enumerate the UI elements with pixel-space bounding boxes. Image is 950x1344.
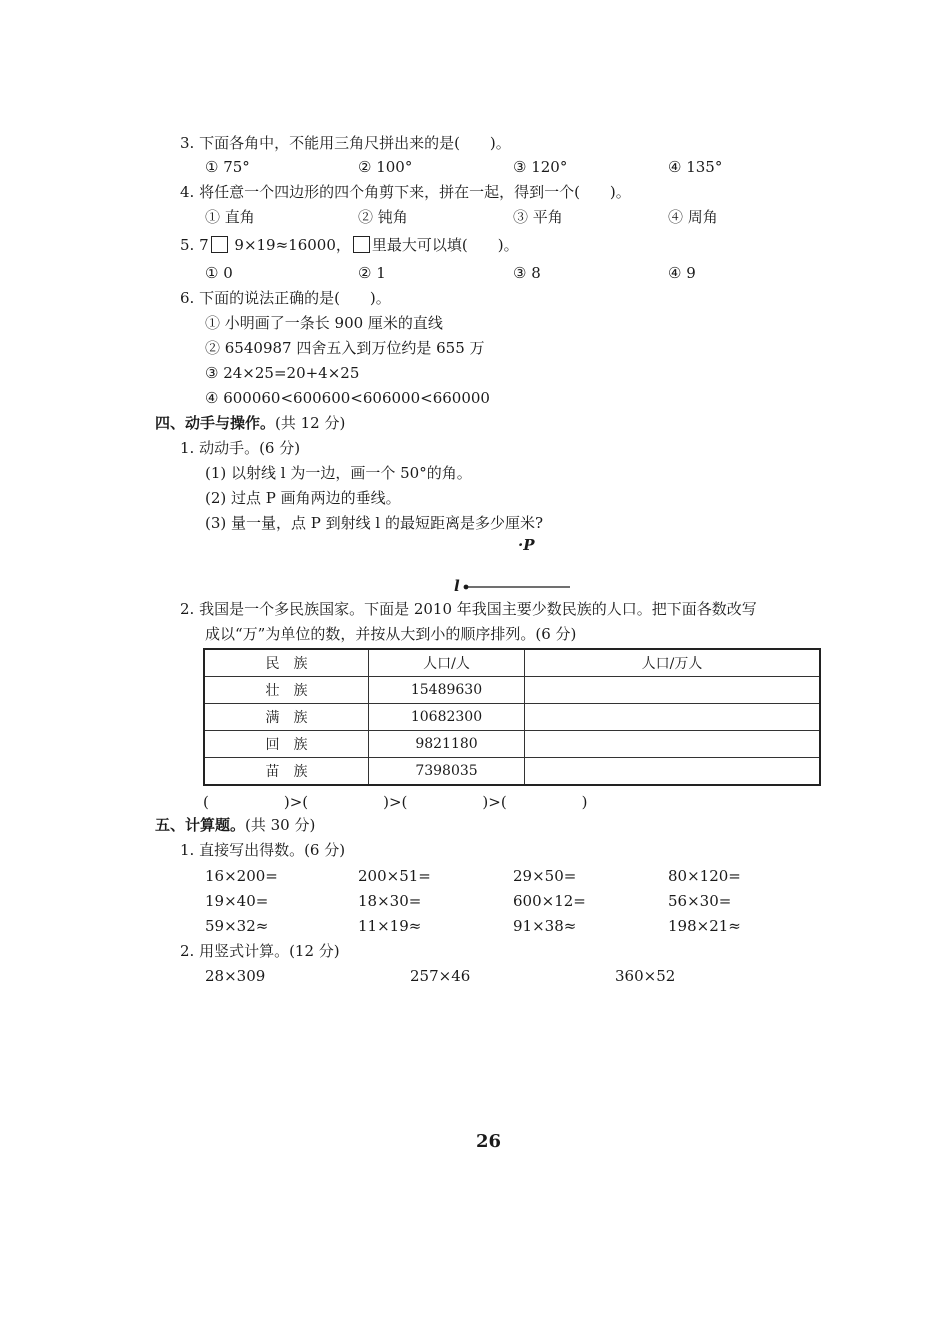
table-row: [204, 677, 820, 704]
table-row: [204, 731, 820, 758]
q4-option-4: ④ 周角: [668, 208, 718, 226]
cell-answer[interactable]: [525, 731, 821, 758]
cell-ethnic-group: 壮 族: [204, 677, 369, 704]
cell-answer[interactable]: [525, 704, 821, 731]
answer-box[interactable]: [353, 236, 370, 253]
table-row: [204, 758, 820, 786]
s4-q1-title: 1. 动动手。(6 分): [180, 439, 301, 457]
q5-option-3: ③ 8: [513, 264, 541, 282]
q5-stem: [180, 235, 519, 255]
calc-item: 29×50=: [513, 867, 577, 885]
order-answer-line[interactable]: ( )>( )>( )>( ): [203, 793, 588, 811]
header-population: 人口/人: [369, 649, 525, 677]
cell-population: 15489630: [369, 677, 525, 704]
s5-q2-title: 2. 用竖式计算。(12 分): [180, 942, 340, 960]
calc-item: 198×21≈: [668, 917, 741, 935]
q6-option-3: ③ 24×25=20+4×25: [205, 364, 360, 382]
s4-q2-line-1: 2. 我国是一个多民族国家。下面是 2010 年我国主要少数民族的人口。把下面各数改写: [180, 600, 757, 618]
q5-stem-part-1: 5. 7: [180, 236, 209, 254]
q6-option-4: ④ 600060<600600<606000<660000: [205, 389, 490, 407]
section-4-title: 四、动手与操作。: [155, 414, 276, 432]
q5-stem-part-3: 里最大可以填( )。: [371, 236, 519, 254]
s4-q2-line-2: 成以“万”为单位的数，并按从大到小的顺序排列。(6 分): [205, 625, 577, 643]
calc-item: 91×38≈: [513, 917, 577, 935]
q4-option-1: ① 直角: [205, 208, 255, 226]
calc-item: 18×30=: [358, 892, 422, 910]
cell-answer[interactable]: [525, 677, 821, 704]
q6-option-2: ② 6540987 四舍五入到万位约是 655 万: [205, 339, 485, 357]
section-4-score: (共 12 分): [275, 414, 346, 432]
point-p-label: ·P: [518, 536, 535, 554]
q6-stem: 6. 下面的说法正确的是( )。: [180, 289, 391, 307]
header-population-wan: 人口/万人: [525, 649, 821, 677]
q3-option-1: ① 75°: [205, 158, 250, 176]
q4-option-2: ② 钝角: [358, 208, 408, 226]
population-table: [203, 648, 821, 786]
ray-l-label: l: [454, 577, 460, 595]
q3-stem: 3. 下面各角中，不能用三角尺拼出来的是( )。: [180, 134, 511, 152]
calc-item: 200×51=: [358, 867, 431, 885]
q4-stem: 4. 将任意一个四边形的四个角剪下来，拼在一起，得到一个( )。: [180, 183, 631, 201]
q3-option-3: ③ 120°: [513, 158, 568, 176]
calc-item: 19×40=: [205, 892, 269, 910]
q4-option-3: ③ 平角: [513, 208, 563, 226]
s5-q1-title: 1. 直接写出得数。(6 分): [180, 841, 346, 859]
q5-option-2: ② 1: [358, 264, 386, 282]
cell-answer[interactable]: [525, 758, 821, 786]
answer-box[interactable]: [211, 236, 228, 253]
header-ethnic-group: 民 族: [204, 649, 369, 677]
q5-option-4: ④ 9: [668, 264, 696, 282]
calc-item: 11×19≈: [358, 917, 422, 935]
section-5-score: (共 30 分): [245, 816, 316, 834]
s4-q1-item-1: (1) 以射线 l 为一边，画一个 50°的角。: [205, 464, 472, 482]
q3-option-2: ② 100°: [358, 158, 413, 176]
cell-ethnic-group: 回 族: [204, 731, 369, 758]
cell-ethnic-group: 苗 族: [204, 758, 369, 786]
table-row: [204, 704, 820, 731]
calc-item: 56×30=: [668, 892, 732, 910]
q3-option-4: ④ 135°: [668, 158, 723, 176]
calc-item: 16×200=: [205, 867, 278, 885]
calc-item: 600×12=: [513, 892, 586, 910]
calc-item: 59×32≈: [205, 917, 269, 935]
section-4-heading: [155, 413, 345, 433]
q6-option-1: ① 小明画了一条长 900 厘米的直线: [205, 314, 443, 332]
table-header-row: [204, 649, 820, 677]
vertical-calc-item: 257×46: [410, 967, 471, 985]
vertical-calc-item: 28×309: [205, 967, 266, 985]
ray-l: [462, 580, 574, 594]
cell-ethnic-group: 满 族: [204, 704, 369, 731]
s4-q1-item-3: (3) 量一量，点 P 到射线 l 的最短距离是多少厘米?: [205, 514, 544, 532]
s4-q1-item-2: (2) 过点 P 画角两边的垂线。: [205, 489, 401, 507]
section-5-heading: [155, 815, 315, 835]
cell-population: 10682300: [369, 704, 525, 731]
vertical-calc-item: 360×52: [615, 967, 676, 985]
q5-stem-part-2: 9×19≈16000，: [234, 236, 351, 254]
page-number: 26: [476, 1131, 502, 1152]
cell-population: 9821180: [369, 731, 525, 758]
section-5-title: 五、计算题。: [155, 816, 246, 834]
q5-option-1: ① 0: [205, 264, 233, 282]
calc-item: 80×120=: [668, 867, 741, 885]
cell-population: 7398035: [369, 758, 525, 786]
